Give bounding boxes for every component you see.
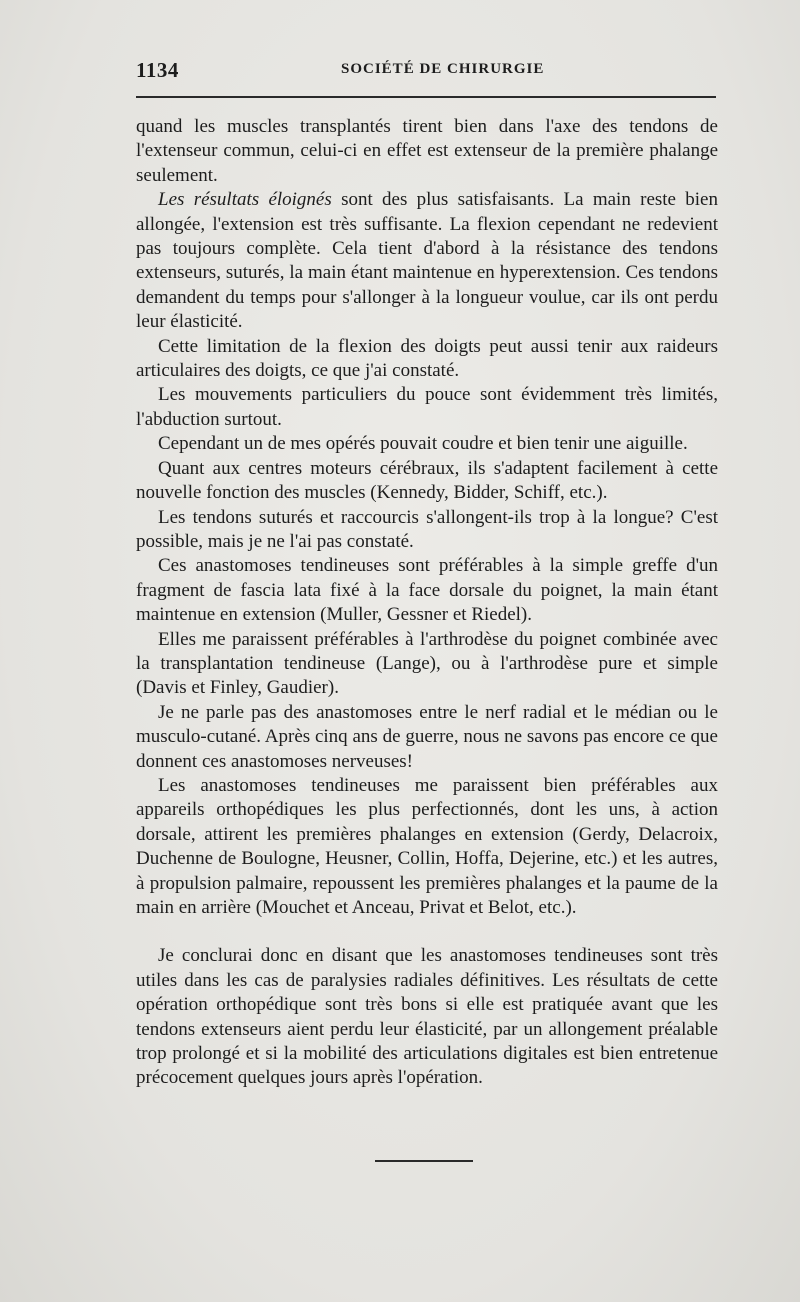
paragraph-nerves: Je ne parle pas des anastomoses entre le nerf radial et le médian ou le musculo-cutané. Après cinq ans de guerre, nous ne savons pas encore ce que donnent ces anastomoses nerveuses! — [136, 701, 718, 772]
end-rule — [375, 1160, 473, 1162]
paragraph-conclusion: Je conclurai donc en disant que les anastomoses tendineuses sont très utiles dans les cas de paralysies radiales définitives. Les résultats de cette opération orthopédique sont très bons si elle est pratiquée avant que les tendons extenseurs aient perdu leur élasticité, par un allongement préalable trop prolongé et si la mobilité des articulations digitales est bien entretenue précocement quelques jours après l'opération. — [136, 945, 718, 1089]
header-rule — [136, 96, 716, 98]
page-header — [136, 58, 718, 88]
paragraph-sewing: Cependant un de mes opérés pouvait coudre et bien tenir une aiguille. — [158, 433, 688, 455]
paragraph-continuation: quand les muscles transplantés tirent bien dans l'axe des tendons de l'extenseur commun, celui-ci en effet est extenseur de la première phalange seulement. — [136, 116, 718, 186]
paragraph-gap — [136, 920, 718, 944]
paragraph-thumb: Les mouvements particuliers du pouce sont évidemment très limités, l'abduction surtout. — [136, 384, 718, 430]
paragraph-motor-centers: Quant aux centres moteurs cérébraux, ils s'adaptent facilement à cette nouvelle fonction des muscles (Kennedy, Bidder, Schiff, etc.). — [136, 457, 718, 504]
page-number: 1134 — [136, 58, 179, 82]
paragraph-results — [136, 188, 718, 334]
paragraph-orthopedic: Les anastomoses tendineuses me paraissent bien préférables aux appareils orthopédiques les plus perfectionnés, dont les uns, à action dorsale, attirent les premières phalanges en extension (Gerdy, Delacroix, Duchenne de Boulogne, Heusner, Collin, Hoffa, Dejerine, etc.) et les autres, à propulsion palmaire, repoussent les premières phalanges et la paume de la main en arrière (Mouchet et Anceau, Privat et Belot, etc.). — [136, 774, 718, 918]
running-head: SOCIÉTÉ DE CHIRURGIE — [341, 61, 545, 77]
paragraph-results-text: sont des plus satisfaisants. La main reste bien allongée, l'extension est très suffisante. La flexion cependant ne redevient pas toujours complète. Cela tient d'abord à la résistance des tendons extenseurs, suturés, la main étant maintenue en hyperextension. Ces tendons demandent du temps pour s'allonger à la longueur voulue, car ils ont perdu leur élasticité. — [136, 189, 718, 333]
paragraph-arthrodesis: Elles me paraissent préférables à l'arthrodèse du poignet combinée avec la transplantation tendineuse (Lange), ou à l'arthrodèse pure et simple (Davis et Finley, Gaudier). — [136, 628, 718, 699]
paragraph-tendons: Les tendons suturés et raccourcis s'allongent-ils trop à la longue? C'est possible, mais je ne l'ai pas constaté. — [136, 506, 718, 552]
paragraph-fascia: Ces anastomoses tendineuses sont préférables à la simple greffe d'un fragment de fascia lata fixé à la face dorsale du poignet, la main étant maintenue en extension (Muller, Gessner et Riedel). — [136, 555, 718, 626]
body-text — [136, 115, 718, 1091]
italic-phrase: Les résultats éloignés — [158, 189, 332, 211]
paragraph-flexion-limit: Cette limitation de la flexion des doigts peut aussi tenir aux raideurs articulaires des doigts, ce que j'ai constaté. — [136, 335, 718, 382]
